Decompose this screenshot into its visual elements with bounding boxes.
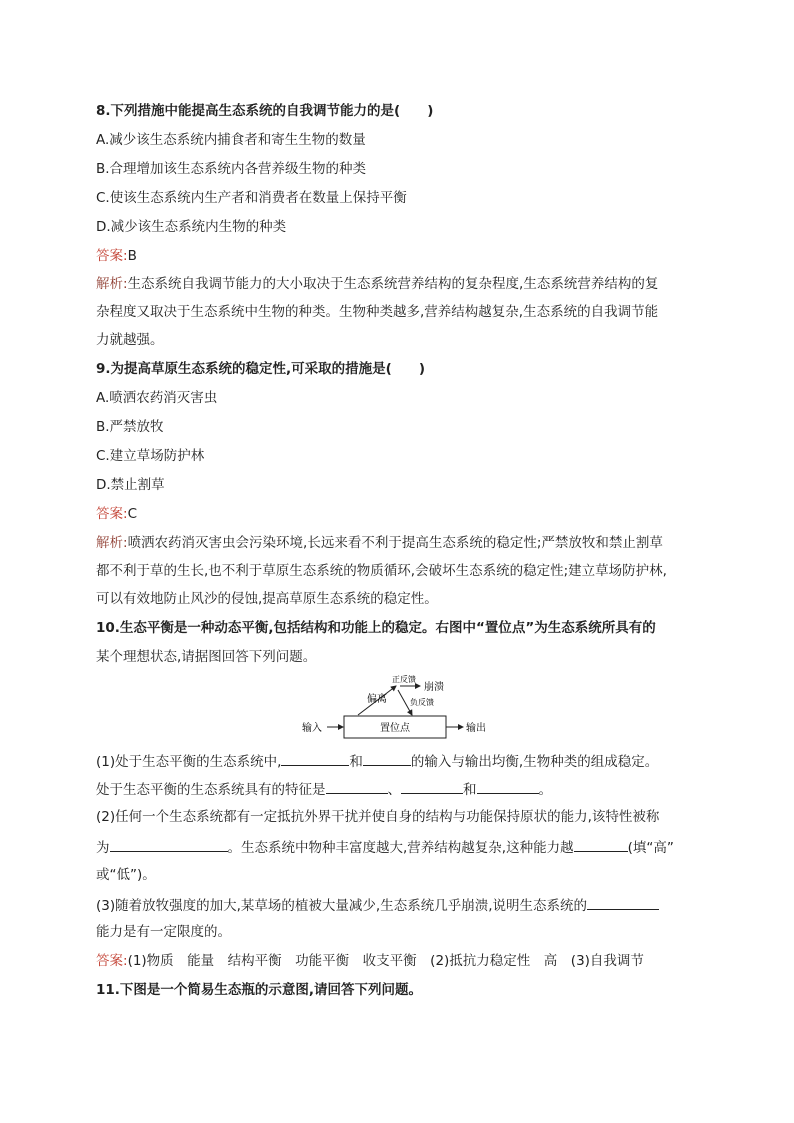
text-segment: 。 <box>538 782 552 798</box>
setpoint-label: 置位点 <box>380 723 410 734</box>
q9-answer <box>96 505 137 523</box>
explain-text: 生态系统自我调节能力的大小取决于生态系统营养结构的复杂程度,生态系统营养结构的复 <box>127 276 659 292</box>
answer-blank[interactable] <box>477 779 539 794</box>
output-label: 输出 <box>466 723 486 734</box>
q10-answer <box>96 952 644 970</box>
q10-part2-line-1: (2)任何一个生态系统都有一定抵抗外界干扰并使自身的结构与功能保持原状的能力,该特性被称 <box>96 809 660 825</box>
q10-part2-line-2 <box>96 837 674 857</box>
positive-feedback-label: 正反馈 <box>392 675 416 684</box>
answer-value: B <box>127 248 137 264</box>
answer-blank[interactable] <box>281 751 349 766</box>
negative-feedback-label: 负反馈 <box>410 698 434 707</box>
text-segment: 。生态系统中物种丰富度越大,营养结构越复杂,这种能力越 <box>227 840 574 856</box>
explain-label: 解析: <box>96 276 128 292</box>
answer-blank[interactable] <box>574 837 628 852</box>
input-label: 输入 <box>302 723 322 734</box>
q8-explain-line-1 <box>96 275 658 293</box>
text-segment: 和 <box>349 754 363 770</box>
answer-blank[interactable] <box>110 837 228 852</box>
q8-stem: 8.下列措施中能提高生态系统的自我调节能力的是( ) <box>96 103 434 119</box>
q8-option-d: D.减少该生态系统内生物的种类 <box>96 219 287 235</box>
answer-label: 答案: <box>96 953 128 969</box>
explain-text: 喷洒农药消灭害虫会污染环境,长远来看不利于提高生态系统的稳定性;严禁放牧和禁止割草 <box>127 535 663 551</box>
text-segment: (填“高” <box>627 840 674 856</box>
q8-option-b: B.合理增加该生态系统内各营养级生物的种类 <box>96 161 367 177</box>
explain-label: 解析: <box>96 535 128 551</box>
q9-explain-line-2: 都不利于草的生长,也不利于草原生态系统的物质循环,会破坏生态系统的稳定性;建立草场防护林, <box>96 563 667 579</box>
q10-part3-line-1 <box>96 895 659 915</box>
collapse-label: 崩溃 <box>424 682 444 693</box>
q8-explain-line-2: 杂程度又取决于生态系统中生物的种类。生物种类越多,营养结构越复杂,生态系统的自我调节能 <box>96 304 659 320</box>
q8-option-c: C.使该生态系统内生产者和消费者在数量上保持平衡 <box>96 190 407 206</box>
answer-blank[interactable] <box>587 895 659 910</box>
answer-blank[interactable] <box>401 779 463 794</box>
q11-stem: 11.下图是一个简易生态瓶的示意图,请回答下列问题。 <box>96 982 423 998</box>
text-segment: 为 <box>96 840 110 856</box>
q8-explain-line-3: 力就越强。 <box>96 332 164 348</box>
text-segment: 的输入与输出均衡,生物种类的组成稳定。 <box>410 754 659 770</box>
answer-blank[interactable] <box>363 751 411 766</box>
answer-blank[interactable] <box>326 779 388 794</box>
q9-option-d: D.禁止割草 <box>96 477 165 493</box>
q8-answer <box>96 247 137 265</box>
text-segment: (3)随着放牧强度的加大,某草场的植被大量减少,生态系统几乎崩溃,说明生态系统的 <box>96 898 587 914</box>
q8-option-a: A.减少该生态系统内捕食者和寄生生物的数量 <box>96 132 366 148</box>
q9-option-a: A.喷洒农药消灭害虫 <box>96 390 218 406</box>
q9-option-b: B.严禁放牧 <box>96 419 164 435</box>
q10-stem-line-2: 某个理想状态,请据图回答下列问题。 <box>96 649 317 665</box>
setpoint-diagram <box>300 672 500 742</box>
answer-label: 答案: <box>96 248 128 264</box>
q9-stem: 9.为提高草原生态系统的稳定性,可采取的措施是( ) <box>96 361 425 377</box>
deviate-label: 偏离 <box>367 694 387 705</box>
answer-value: (1)物质 能量 结构平衡 功能平衡 收支平衡 (2)抵抗力稳定性 高 (3)自我调节 <box>127 953 644 969</box>
q10-part1-line-2 <box>96 779 552 799</box>
answer-label: 答案: <box>96 506 128 522</box>
q9-option-c: C.建立草场防护林 <box>96 448 205 464</box>
q10-part3-line-2: 能力是有一定限度的。 <box>96 924 231 940</box>
q10-part1-line-1 <box>96 751 658 771</box>
q9-explain-line-3: 可以有效地防止风沙的侵蚀,提高草原生态系统的稳定性。 <box>96 591 438 607</box>
q10-part2-line-3: 或“低”)。 <box>96 867 156 883</box>
text-segment: (1)处于生态平衡的生态系统中, <box>96 754 282 770</box>
text-segment: 、 <box>387 782 401 798</box>
q10-stem-line-1: 10.生态平衡是一种动态平衡,包括结构和功能上的稳定。右图中“置位点”为生态系统所具有的 <box>96 620 656 636</box>
text-segment: 和 <box>463 782 477 798</box>
answer-value: C <box>127 506 137 522</box>
q9-explain-line-1 <box>96 534 663 552</box>
text-segment: 处于生态平衡的生态系统具有的特征是 <box>96 782 326 798</box>
